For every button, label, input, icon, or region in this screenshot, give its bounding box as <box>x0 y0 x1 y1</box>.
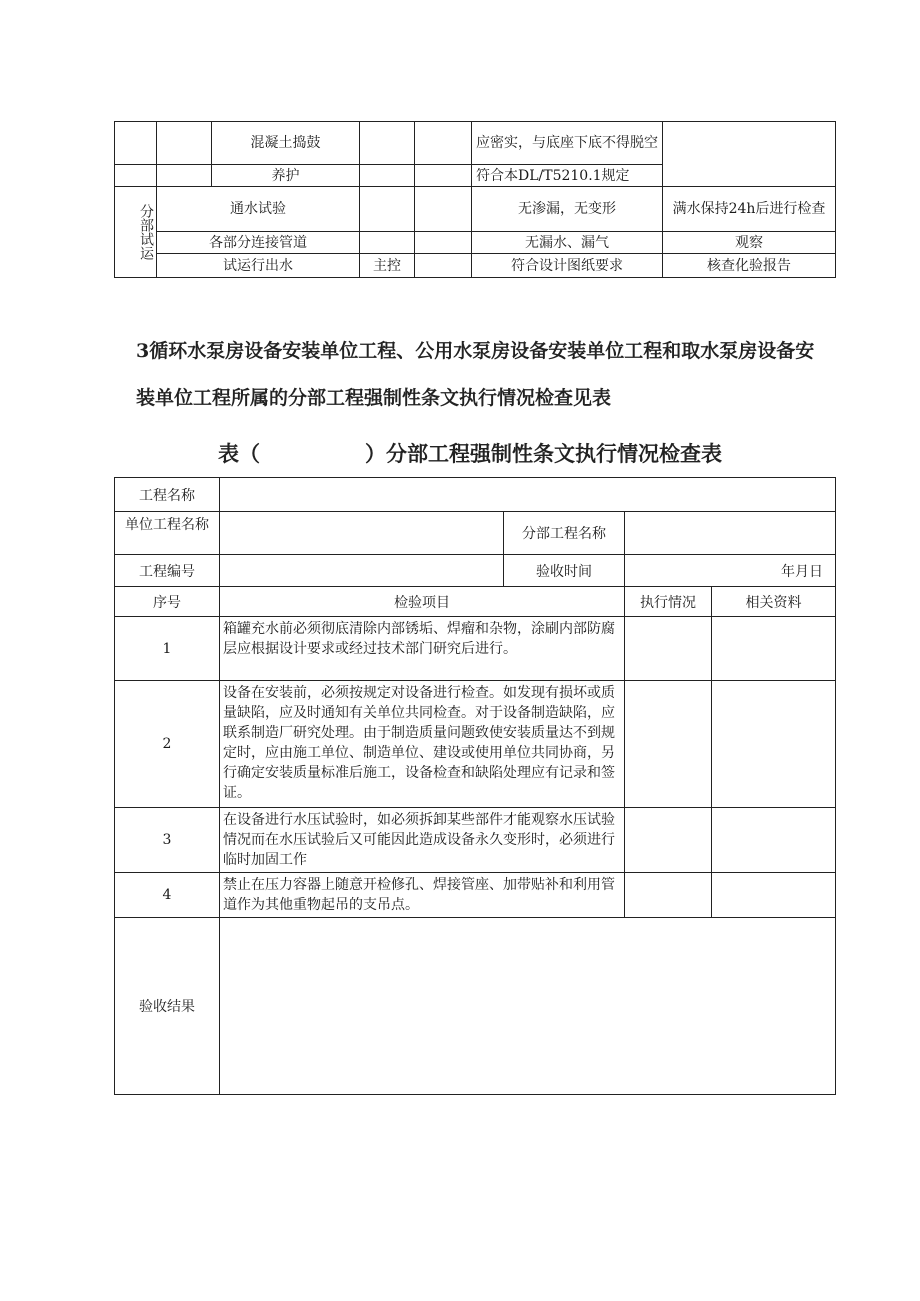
method-cell <box>663 122 836 187</box>
inspection-item: 各部分连接管道 <box>157 232 360 254</box>
row-status-field[interactable] <box>625 681 712 808</box>
row-docs-field[interactable] <box>712 808 836 873</box>
table-caption: 表（ ）分部工程强制性条文执行情况检查表 <box>218 441 722 466</box>
row-item-text: 在设备进行水压试验时，如必须拆卸某些部件才能观察水压试验情况而在水压试验后又可能因此造成设备永久变形时，必须进行临时加固工作 <box>220 808 625 873</box>
inspection-method: 观察 <box>663 232 836 254</box>
level-cell <box>360 165 415 187</box>
sub-cell-blank <box>157 165 212 187</box>
header-no: 序号 <box>115 587 220 617</box>
row-no: 2 <box>115 681 220 808</box>
row-docs-field[interactable] <box>712 617 836 681</box>
project-name-field[interactable] <box>220 478 836 512</box>
row-docs-field[interactable] <box>712 873 836 918</box>
inspection-level: 主控 <box>360 254 415 278</box>
row-no: 3 <box>115 808 220 873</box>
result-field[interactable] <box>220 918 836 1095</box>
header-item: 检验项目 <box>220 587 625 617</box>
unit-cell <box>415 254 472 278</box>
inspection-item: 混凝土捣鼓 <box>212 122 360 165</box>
sub-cell-blank <box>157 122 212 165</box>
quality-requirement: 无渗漏，无变形 <box>472 187 663 232</box>
accept-date-field[interactable]: 年月日 <box>625 555 836 587</box>
inspection-item: 通水试验 <box>157 187 360 232</box>
level-cell <box>360 187 415 232</box>
inspection-method: 核查化验报告 <box>663 254 836 278</box>
unit-cell <box>415 187 472 232</box>
row-no: 1 <box>115 617 220 681</box>
project-no-field[interactable] <box>220 555 504 587</box>
accept-time-label: 验收时间 <box>504 555 625 587</box>
unit-cell <box>415 232 472 254</box>
sub-project-label: 分部工程名称 <box>504 512 625 555</box>
quality-requirement: 符合本DL/T5210.1规定 <box>472 165 663 187</box>
quality-requirement: 符合设计图纸要求 <box>472 254 663 278</box>
row-item-text: 禁止在压力容器上随意开检修孔、焊接管座、加带贴补和利用管道作为其他重物起吊的支吊点。 <box>220 873 625 918</box>
row-item-text: 箱罐充水前必须彻底清除内部锈垢、焊瘤和杂物，涂刷内部防腐层应根据设计要求或经过技术部门研究后进行。 <box>220 617 625 681</box>
inspection-item: 养护 <box>212 165 360 187</box>
project-no-label: 工程编号 <box>115 555 220 587</box>
group-cell-blank <box>115 165 157 187</box>
mandatory-provision-check-table <box>114 477 836 1095</box>
body-paragraph-line-2: 装单位工程所属的分部工程强制性条文执行情况检查见表 <box>136 387 612 409</box>
inspection-method: 满水保持24h后进行检查 <box>663 187 836 232</box>
unit-project-label: 单位工程名称 <box>115 512 220 555</box>
level-cell <box>360 232 415 254</box>
header-status: 执行情况 <box>625 587 712 617</box>
row-status-field[interactable] <box>625 617 712 681</box>
inspection-standard-table <box>114 121 836 278</box>
row-no: 4 <box>115 873 220 918</box>
result-label: 验收结果 <box>115 918 220 1095</box>
group-cell-blank <box>115 122 157 165</box>
project-name-label: 工程名称 <box>115 478 220 512</box>
unit-cell <box>415 165 472 187</box>
inspection-item: 试运行出水 <box>157 254 360 278</box>
header-docs: 相关资料 <box>712 587 836 617</box>
quality-requirement: 应密实，与底座下底不得脱空 <box>472 122 663 165</box>
body-paragraph-line-1: 3循环水泵房设备安装单位工程、公用水泵房设备安装单位工程和取水泵房设备安 <box>136 340 815 362</box>
row-item-text: 设备在安装前，必须按规定对设备进行检查。如发现有损坏或质量缺陷，应及时通知有关单位共同检查。对于设备制造缺陷，应联系制造厂研究处理。由于制造质量问题致使安装质量达不到规定时，应由施工单位、制造单位、建设或使用单位共同协商，另行确定安装质量标准后施工，设备检查和缺陷处理应有记录和签证。 <box>220 681 625 808</box>
quality-requirement: 无漏水、漏气 <box>472 232 663 254</box>
sub-project-field[interactable] <box>625 512 836 555</box>
unit-project-field[interactable] <box>220 512 504 555</box>
row-status-field[interactable] <box>625 808 712 873</box>
row-docs-field[interactable] <box>712 681 836 808</box>
unit-cell <box>415 122 472 165</box>
row-status-field[interactable] <box>625 873 712 918</box>
level-cell <box>360 122 415 165</box>
group-label: 分部试运 <box>115 187 157 278</box>
